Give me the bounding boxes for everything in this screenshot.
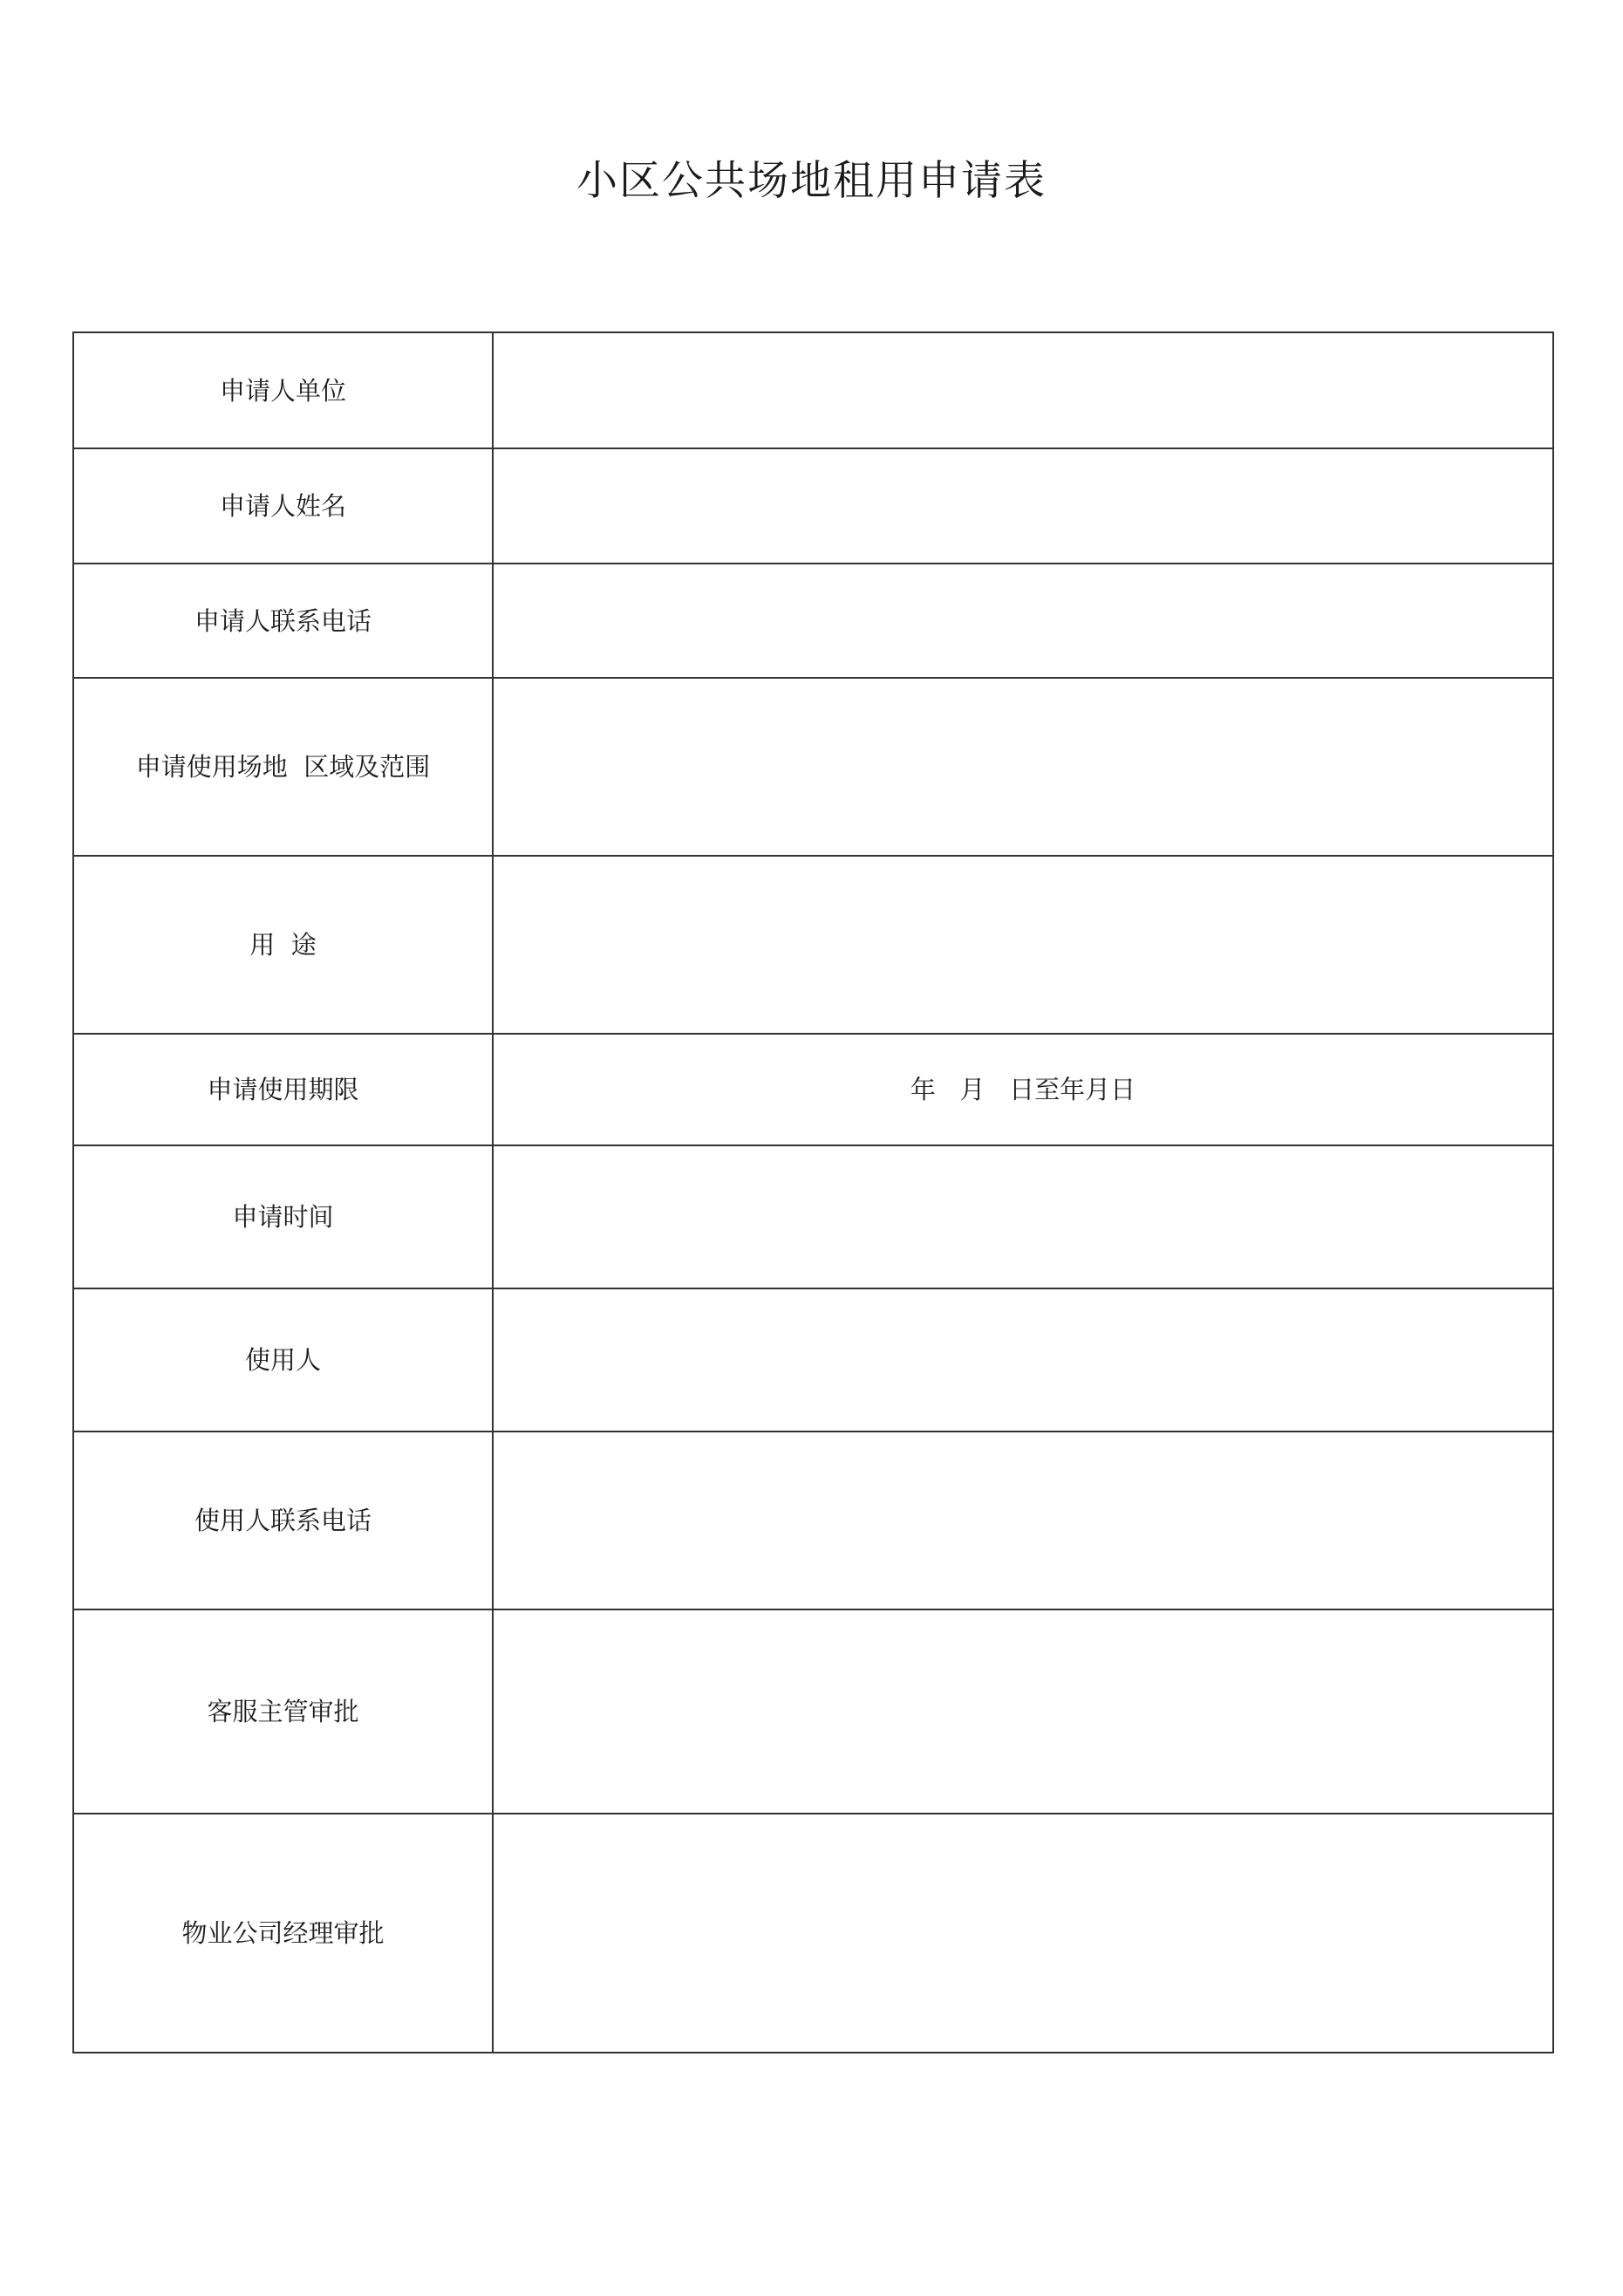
purpose-field[interactable] [493, 856, 1553, 1034]
row-label: 申请人姓名 [73, 448, 493, 564]
form-row-applicant-name [73, 448, 1553, 564]
application-time-field[interactable] [493, 1145, 1553, 1288]
user-field[interactable] [493, 1288, 1553, 1432]
property-manager-approval-field[interactable] [493, 1814, 1553, 2053]
form-row-application-time [73, 1145, 1553, 1288]
form-row-manager-approval [73, 1814, 1553, 2053]
application-form-table [72, 331, 1554, 2053]
applicant-phone-field[interactable] [493, 564, 1553, 678]
row-label: 客服主管审批 [73, 1609, 493, 1814]
row-label: 物业公司经理审批 [73, 1814, 493, 2053]
form-row-applicant-phone [73, 564, 1553, 678]
form-row-purpose [73, 856, 1553, 1034]
row-label: 使用人 [73, 1288, 493, 1432]
form-row-venue-area [73, 678, 1553, 856]
form-row-applicant-unit [73, 332, 1553, 448]
form-row-user [73, 1288, 1553, 1432]
row-label: 申请时间 [73, 1145, 493, 1288]
row-label: 申请使用场地 区域及范围 [73, 678, 493, 856]
applicant-unit-field[interactable] [493, 332, 1553, 448]
form-row-service-approval [73, 1609, 1553, 1814]
applicant-name-field[interactable] [493, 448, 1553, 564]
venue-area-field[interactable] [493, 678, 1553, 856]
usage-period-field[interactable]: 年 月 日至年月日 [493, 1034, 1553, 1145]
row-label: 申请使用期限 [73, 1034, 493, 1145]
row-label: 使用人联系电话 [73, 1432, 493, 1609]
user-phone-field[interactable] [493, 1432, 1553, 1609]
row-label: 申请人联系电话 [73, 564, 493, 678]
service-supervisor-approval-field[interactable] [493, 1609, 1553, 1814]
row-label: 用 途 [73, 856, 493, 1034]
row-label: 申请人单位 [73, 332, 493, 448]
form-row-usage-period [73, 1034, 1553, 1145]
form-title: 小区公共场地租用申请表 [576, 157, 1047, 205]
form-row-user-phone [73, 1432, 1553, 1609]
